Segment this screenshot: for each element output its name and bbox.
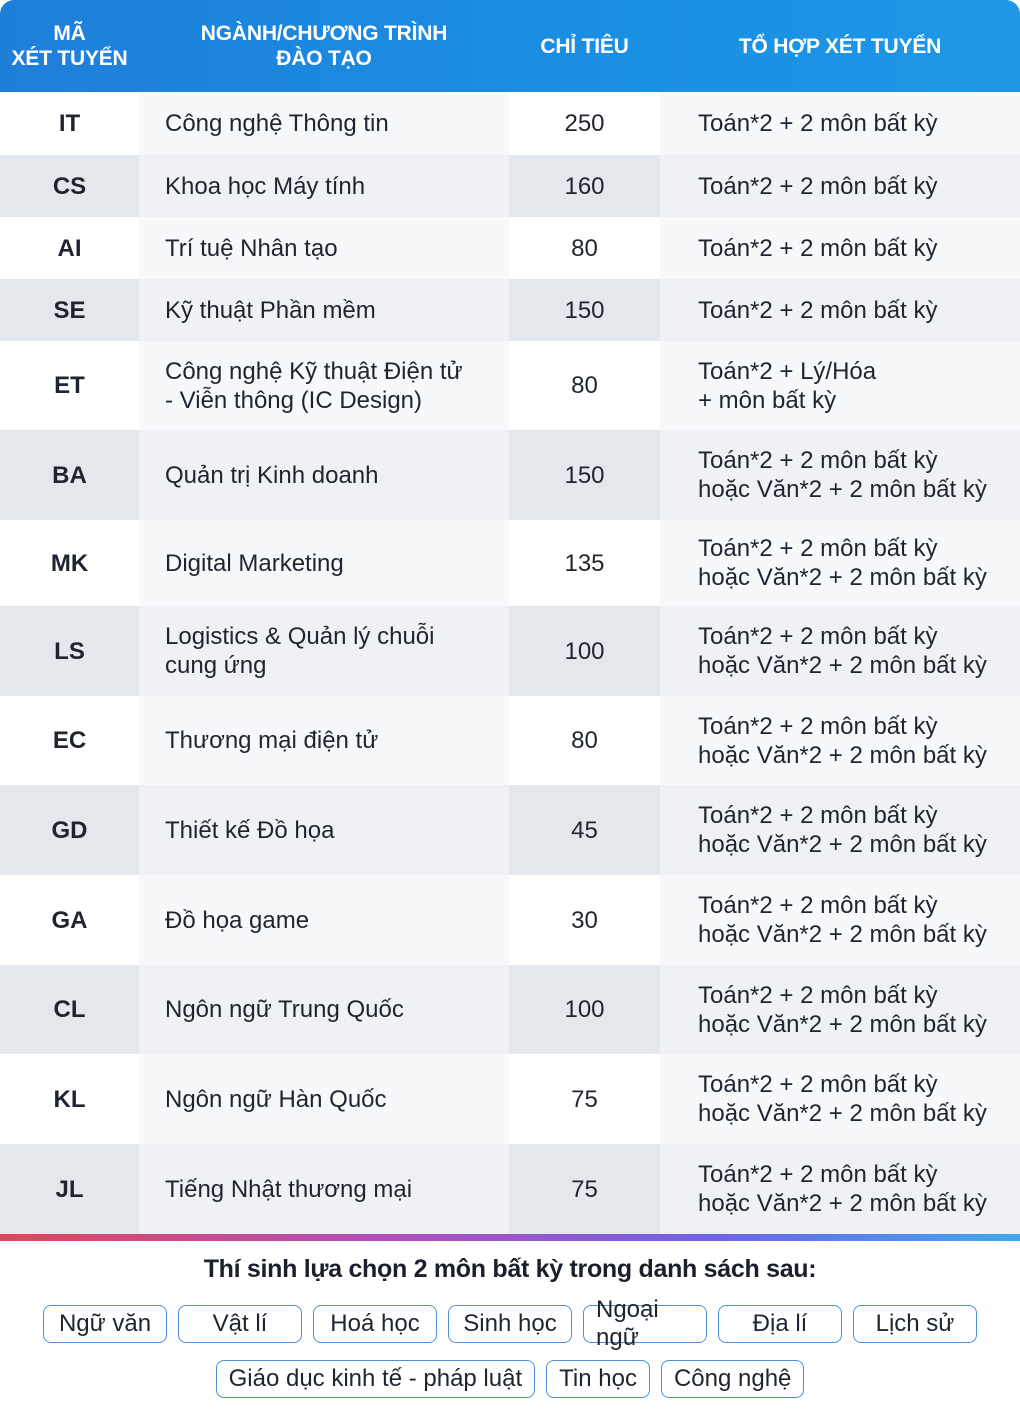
table-row bbox=[0, 696, 1020, 785]
row-quota: 30 bbox=[509, 875, 660, 965]
row-quota: 80 bbox=[509, 696, 660, 785]
row-program-name: Kỹ thuật Phần mềm bbox=[139, 279, 509, 341]
header-program: NGÀNH/CHƯƠNG TRÌNH ĐÀO TẠO bbox=[200, 22, 448, 70]
table-row bbox=[0, 520, 1020, 606]
subject-chip: Giáo dục kinh tế - pháp luật bbox=[216, 1360, 536, 1398]
row-program-name: Công nghệ Thông tin bbox=[139, 92, 509, 155]
table-row bbox=[0, 341, 1020, 430]
row-quota: 100 bbox=[509, 606, 660, 696]
row-code: EC bbox=[0, 696, 139, 785]
row-code: GD bbox=[0, 785, 139, 875]
row-program-name: Ngôn ngữ Trung Quốc bbox=[139, 965, 509, 1054]
row-code: CS bbox=[0, 155, 139, 217]
table-row bbox=[0, 875, 1020, 965]
subject-chip: Tin học bbox=[546, 1360, 650, 1398]
row-combination: Toán*2 + 2 môn bất kỳ hoặc Văn*2 + 2 môn bất kỳ bbox=[660, 875, 1020, 965]
row-program-name: Thiết kế Đồ họa bbox=[139, 785, 509, 875]
table-row bbox=[0, 785, 1020, 875]
header-quota: CHỈ TIÊU bbox=[540, 34, 629, 58]
table-row bbox=[0, 279, 1020, 341]
subject-chip: Địa lí bbox=[718, 1305, 842, 1343]
subject-chips-row-2 bbox=[0, 1360, 1020, 1398]
table-row bbox=[0, 606, 1020, 696]
row-combination: Toán*2 + 2 môn bất kỳ hoặc Văn*2 + 2 môn bất kỳ bbox=[660, 1144, 1020, 1234]
row-code: LS bbox=[0, 606, 139, 696]
row-program-name: Tiếng Nhật thương mại bbox=[139, 1144, 509, 1234]
table-row bbox=[0, 965, 1020, 1054]
row-quota: 45 bbox=[509, 785, 660, 875]
row-program-name: Logistics & Quản lý chuỗi cung ứng bbox=[139, 606, 509, 696]
table-row bbox=[0, 1144, 1020, 1234]
row-code: CL bbox=[0, 965, 139, 1054]
row-quota: 160 bbox=[509, 155, 660, 217]
subject-chip: Ngoại ngữ bbox=[583, 1305, 707, 1343]
row-code: BA bbox=[0, 430, 139, 520]
row-program-name: Digital Marketing bbox=[139, 520, 509, 606]
row-program-name: Khoa học Máy tính bbox=[139, 155, 509, 217]
row-code: JL bbox=[0, 1144, 139, 1234]
row-combination: Toán*2 + 2 môn bất kỳ hoặc Văn*2 + 2 môn bất kỳ bbox=[660, 1054, 1020, 1144]
row-quota: 150 bbox=[509, 430, 660, 520]
row-program-name: Quản trị Kinh doanh bbox=[139, 430, 509, 520]
row-code: SE bbox=[0, 279, 139, 341]
row-combination: Toán*2 + 2 môn bất kỳ hoặc Văn*2 + 2 môn bất kỳ bbox=[660, 606, 1020, 696]
row-code: AI bbox=[0, 217, 139, 279]
subject-chip: Vật lí bbox=[178, 1305, 302, 1343]
row-program-name: Trí tuệ Nhân tạo bbox=[139, 217, 509, 279]
subject-chip: Ngữ văn bbox=[43, 1305, 167, 1343]
header-combination: TỔ HỢP XÉT TUYỂN bbox=[738, 34, 942, 58]
row-combination: Toán*2 + 2 môn bất kỳ bbox=[660, 217, 1020, 279]
row-program-name: Đồ họa game bbox=[139, 875, 509, 965]
row-code: ET bbox=[0, 341, 139, 430]
table-row bbox=[0, 1054, 1020, 1144]
row-combination: Toán*2 + 2 môn bất kỳ hoặc Văn*2 + 2 môn bất kỳ bbox=[660, 785, 1020, 875]
table-header bbox=[0, 0, 1020, 92]
row-code: IT bbox=[0, 92, 139, 155]
header-code: MÃ XÉT TUYỂN bbox=[11, 22, 128, 70]
subject-footer bbox=[0, 1241, 1020, 1419]
subject-chip: Sinh học bbox=[448, 1305, 572, 1343]
row-quota: 100 bbox=[509, 965, 660, 1054]
subject-chip: Lịch sử bbox=[853, 1305, 977, 1343]
subject-chips-row-1 bbox=[0, 1296, 1020, 1351]
row-program-name: Công nghệ Kỹ thuật Điện tử - Viễn thông (IC Design) bbox=[139, 341, 509, 430]
row-combination: Toán*2 + 2 môn bất kỳ hoặc Văn*2 + 2 môn bất kỳ bbox=[660, 965, 1020, 1054]
row-combination: Toán*2 + 2 môn bất kỳ hoặc Văn*2 + 2 môn bất kỳ bbox=[660, 696, 1020, 785]
row-combination: Toán*2 + Lý/Hóa + môn bất kỳ bbox=[660, 341, 1020, 430]
subject-chip: Hoá học bbox=[313, 1305, 437, 1343]
table-row bbox=[0, 430, 1020, 520]
table-body bbox=[0, 92, 1020, 1234]
table-row bbox=[0, 217, 1020, 279]
row-combination: Toán*2 + 2 môn bất kỳ hoặc Văn*2 + 2 môn bất kỳ bbox=[660, 520, 1020, 606]
row-quota: 80 bbox=[509, 217, 660, 279]
row-combination: Toán*2 + 2 môn bất kỳ bbox=[660, 155, 1020, 217]
row-combination: Toán*2 + 2 môn bất kỳ hoặc Văn*2 + 2 môn bất kỳ bbox=[660, 430, 1020, 520]
row-quota: 80 bbox=[509, 341, 660, 430]
row-program-name: Ngôn ngữ Hàn Quốc bbox=[139, 1054, 509, 1144]
row-combination: Toán*2 + 2 môn bất kỳ bbox=[660, 92, 1020, 155]
row-code: GA bbox=[0, 875, 139, 965]
row-quota: 150 bbox=[509, 279, 660, 341]
row-quota: 75 bbox=[509, 1144, 660, 1234]
row-code: MK bbox=[0, 520, 139, 606]
row-quota: 75 bbox=[509, 1054, 660, 1144]
row-combination: Toán*2 + 2 môn bất kỳ bbox=[660, 279, 1020, 341]
footer-title: Thí sinh lựa chọn 2 môn bất kỳ trong danh sách sau: bbox=[203, 1255, 817, 1283]
table-row bbox=[0, 155, 1020, 217]
gradient-divider bbox=[0, 1234, 1020, 1241]
row-program-name: Thương mại điện tử bbox=[139, 696, 509, 785]
subject-chip: Công nghệ bbox=[661, 1360, 804, 1398]
table-row bbox=[0, 92, 1020, 155]
row-code: KL bbox=[0, 1054, 139, 1144]
row-quota: 135 bbox=[509, 520, 660, 606]
row-quota: 250 bbox=[509, 92, 660, 155]
